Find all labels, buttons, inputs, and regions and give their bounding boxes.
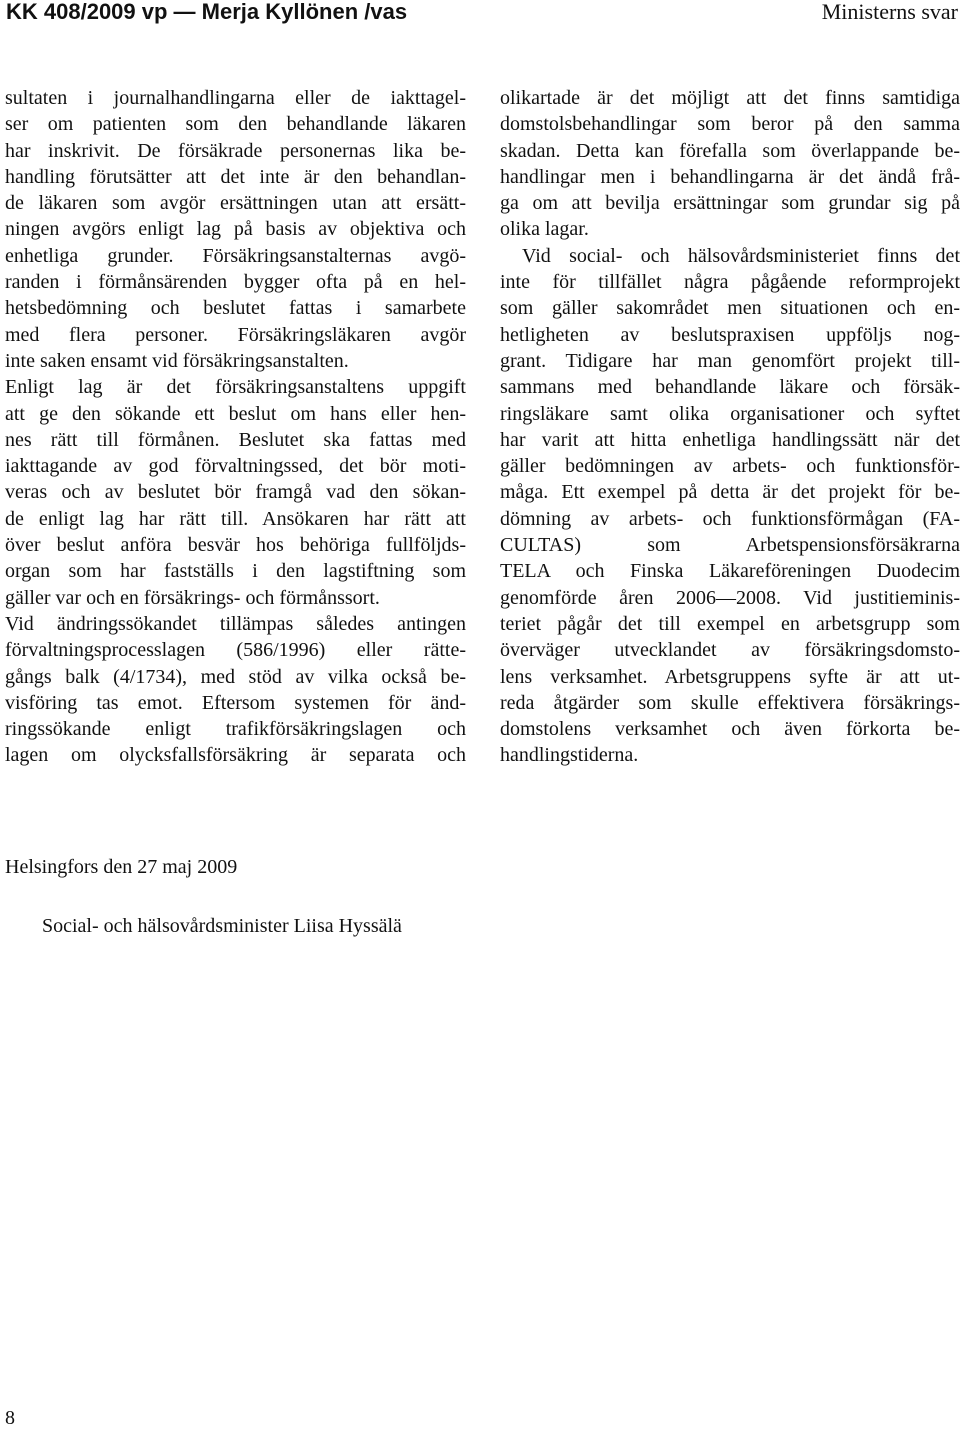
text-line: genomförde åren 2006—2008. Vid justitieminis- (500, 586, 960, 609)
page-number: 8 (5, 1407, 15, 1429)
text-line: Vid social- och hälsovårdsministeriet finns det (522, 244, 960, 267)
text-line: överväger utvecklandet av försäkringsdomsto- (500, 639, 960, 662)
text-line: dömning av arbets- och funktionsförmågan (FA- (500, 507, 960, 530)
text-line: inte saken ensamt vid försäkringsanstalten. (5, 349, 349, 372)
text-line: domstolsbehandlingar som beror på den samma (500, 113, 960, 136)
text-line: teriet pågår det till exempel en arbetsgrupp som (500, 612, 960, 635)
text-line: olikartade är det möjligt att det finns samtidiga (500, 87, 960, 109)
page-header-left: KK 408/2009 vp — Merja Kyllönen /vas (6, 0, 408, 24)
text-line: visföring tas emot. Eftersom systemen för änd- (5, 691, 466, 714)
text-line: Vid ändringssökandet tillämpas således antingen (5, 612, 466, 635)
text-line: har varit att hitta enhetliga handlingssätt när det (500, 428, 960, 451)
text-line: handlingstiderna. (500, 744, 639, 767)
text-line: enhetliga grunder. Försäkringsanstalternas avgö- (5, 244, 466, 267)
text-line: nes rätt till förmånen. Beslutet ska fattas med (5, 428, 466, 451)
text-line: har inskrivit. De försäkrade personernas lika be- (5, 139, 466, 162)
text-line: sammans med behandlande läkare och försäk- (500, 376, 960, 399)
text-line: de läkaren som avgör ersättningen utan att ersätt- (5, 192, 466, 215)
text-line: domstolens verksamhet och även förkorta be- (500, 718, 960, 741)
text-line: ringssökande enligt trafikförsäkringslagen och (5, 718, 466, 741)
text-line: inte för tillfället några pågående reformprojekt (500, 271, 960, 294)
text-line: lens verksamhet. Arbetsgruppens syfte är att ut- (500, 665, 960, 688)
text-line: gångs balk (4/1734), med stöd av vilka också be- (5, 665, 466, 688)
text-line: TELA och Finska Läkareföreningen Duodecim (500, 560, 960, 583)
text-line: iakttagande av god förvaltningssed, det bör moti- (5, 455, 466, 478)
text-line: reda åtgärder som skulle effektivera försäkrings- (500, 691, 960, 714)
text-line: ningen avgörs enligt lag på basis av objektiva och (5, 218, 466, 241)
text-line: gäller bedömningen av arbets- och funktionsför- (500, 455, 960, 478)
text-line: CULTAS) som Arbetspensionsförsäkrarna (500, 534, 960, 557)
text-line: över beslut anföra besvär hos behöriga fullföljds- (5, 534, 466, 557)
text-line: lagen om olycksfallsförsäkring är separata och (5, 744, 466, 767)
page-header-right: Ministerns svar (821, 0, 958, 24)
text-line: ga om att bevilja ersättningar som grundar sig på (500, 192, 960, 215)
text-line: organ som har fastställs i den lagstiftning som (5, 560, 466, 583)
left-text-column (5, 85, 466, 769)
text-line: ringsläkare samt olika organisationer och syftet (500, 402, 960, 425)
text-line: måga. Ett exempel på detta är det projekt för be- (500, 481, 960, 504)
text-line: som gäller sakområdet men situationen och en- (500, 297, 960, 320)
text-line: med flera personer. Försäkringsläkaren avgör (5, 323, 466, 346)
text-line: Enligt lag är det försäkringsanstaltens uppgift (5, 376, 466, 399)
text-line: de enligt lag har rätt till. Ansökaren har rätt att (5, 507, 466, 530)
text-line: veras och av beslutet bör framgå vad den sökan- (5, 481, 466, 504)
minister-signature: Social- och hälsovårdsminister Liisa Hyssälä (42, 915, 402, 937)
text-line: förvaltningsprocesslagen (586/1996) eller rätte- (5, 639, 466, 662)
text-line: ser om patienten som den behandlande läkaren (5, 113, 466, 136)
text-line: randen i förmånsärenden bygger ofta på en hel- (5, 271, 466, 294)
text-line: olika lagar. (500, 218, 589, 241)
text-line: att ge den sökande ett beslut om hans eller hen- (5, 402, 466, 425)
right-text-column (500, 85, 960, 769)
text-line: handlingar men i behandlingarna är det ändå frå- (500, 165, 960, 188)
text-line: handling förutsätter att det inte är den behandlan- (5, 165, 466, 188)
text-line: gäller var och en försäkrings- och förmånssort. (5, 586, 380, 609)
text-line: sultaten i journalhandlingarna eller de iakttagel- (5, 87, 466, 109)
place-and-date: Helsingfors den 27 maj 2009 (5, 856, 238, 878)
text-line: hetligheten av beslutspraxisen uppföljs nog- (500, 323, 960, 346)
text-line: skadan. Detta kan förefalla som överlappande be- (500, 139, 960, 162)
text-line: grant. Tidigare har man genomfört projekt till- (500, 349, 960, 372)
text-line: hetsbedömning och beslutet fattas i samarbete (5, 297, 466, 320)
